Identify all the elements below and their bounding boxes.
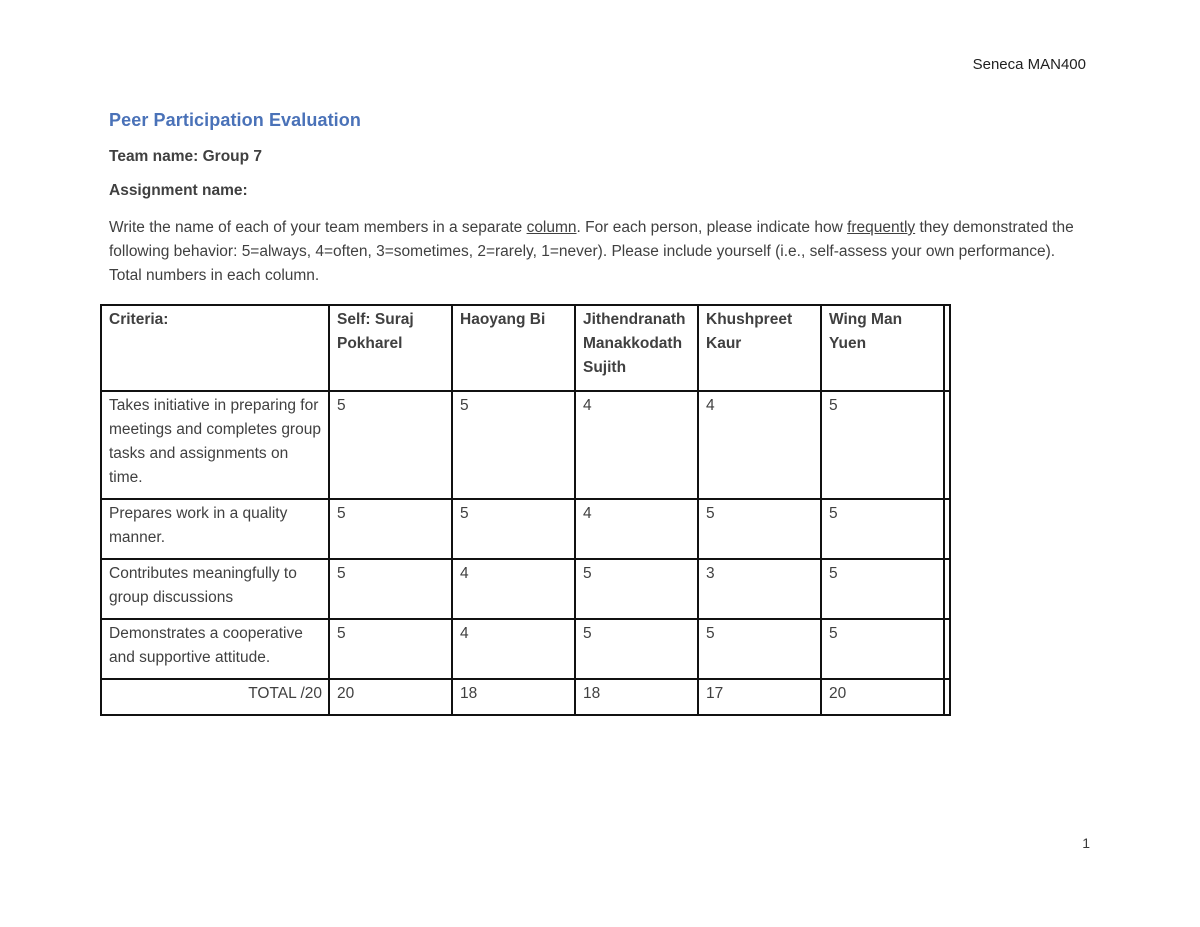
score-cell: 5 [329, 559, 452, 619]
table-row [101, 559, 950, 619]
score-cell: 5 [575, 619, 698, 679]
total-cell: 18 [452, 679, 575, 715]
score-cell: 5 [821, 559, 944, 619]
criterion-cell: Demonstrates a cooperative and supportive attitude. [101, 619, 329, 679]
empty-cell [944, 391, 950, 499]
score-cell: 4 [575, 391, 698, 499]
header-member-4: Khushpreet Kaur [698, 305, 821, 391]
score-cell: 4 [575, 499, 698, 559]
total-cell: 20 [329, 679, 452, 715]
team-name: Team name: Group 7 [109, 148, 263, 165]
score-cell: 3 [698, 559, 821, 619]
score-cell: 5 [452, 391, 575, 499]
score-cell: 4 [698, 391, 821, 499]
instructions-underline-column: column [526, 219, 577, 236]
table-row [101, 619, 950, 679]
header-empty-column [944, 305, 950, 391]
document-header: Seneca MAN400 [972, 56, 1086, 73]
score-cell: 5 [329, 391, 452, 499]
score-cell: 5 [821, 499, 944, 559]
document-body [109, 110, 1089, 288]
page-number: 1 [1082, 835, 1090, 851]
criterion-cell: Contributes meaningfully to group discussions [101, 559, 329, 619]
table-header-row [101, 305, 950, 391]
header-criteria: Criteria: [101, 305, 329, 391]
score-cell: 5 [821, 391, 944, 499]
header-member-1: Self: Suraj Pokharel [329, 305, 452, 391]
instructions-text-2: . For each person, please indicate how [576, 219, 848, 236]
total-cell: 17 [698, 679, 821, 715]
score-cell: 4 [452, 619, 575, 679]
table-row [101, 499, 950, 559]
total-label: TOTAL /20 [101, 679, 329, 715]
score-cell: 5 [821, 619, 944, 679]
score-cell: 5 [698, 619, 821, 679]
score-cell: 5 [329, 619, 452, 679]
instructions-paragraph [109, 216, 1079, 288]
instructions-text-1: Write the name of each of your team members in a separate [109, 219, 527, 236]
total-cell: 18 [575, 679, 698, 715]
total-row [101, 679, 950, 715]
score-cell: 5 [452, 499, 575, 559]
total-cell: 20 [821, 679, 944, 715]
header-member-2: Haoyang Bi [452, 305, 575, 391]
table-row [101, 391, 950, 499]
score-cell: 5 [329, 499, 452, 559]
empty-cell [944, 499, 950, 559]
instructions-underline-frequently: frequently [847, 219, 916, 236]
evaluation-table [100, 304, 951, 716]
criterion-cell: Prepares work in a quality manner. [101, 499, 329, 559]
empty-cell [944, 559, 950, 619]
assignment-name: Assignment name: [109, 182, 248, 199]
document-title: Peer Participation Evaluation [109, 110, 361, 130]
header-member-3: Jithendranath Manakkodath Sujith [575, 305, 698, 391]
empty-cell [944, 679, 950, 715]
header-member-5: Wing Man Yuen [821, 305, 944, 391]
score-cell: 5 [698, 499, 821, 559]
score-cell: 5 [575, 559, 698, 619]
instructions-text-3: they demonstrated the following behavior: 5=always, 4=often, 3=sometimes, 2=rarely, 1=never). Please include yourself (i.e., self-assess your own performance). Total numbers in each column. [109, 219, 1074, 284]
criterion-cell: Takes initiative in preparing for meetings and completes group tasks and assignments on time. [101, 391, 329, 499]
empty-cell [944, 619, 950, 679]
score-cell: 4 [452, 559, 575, 619]
